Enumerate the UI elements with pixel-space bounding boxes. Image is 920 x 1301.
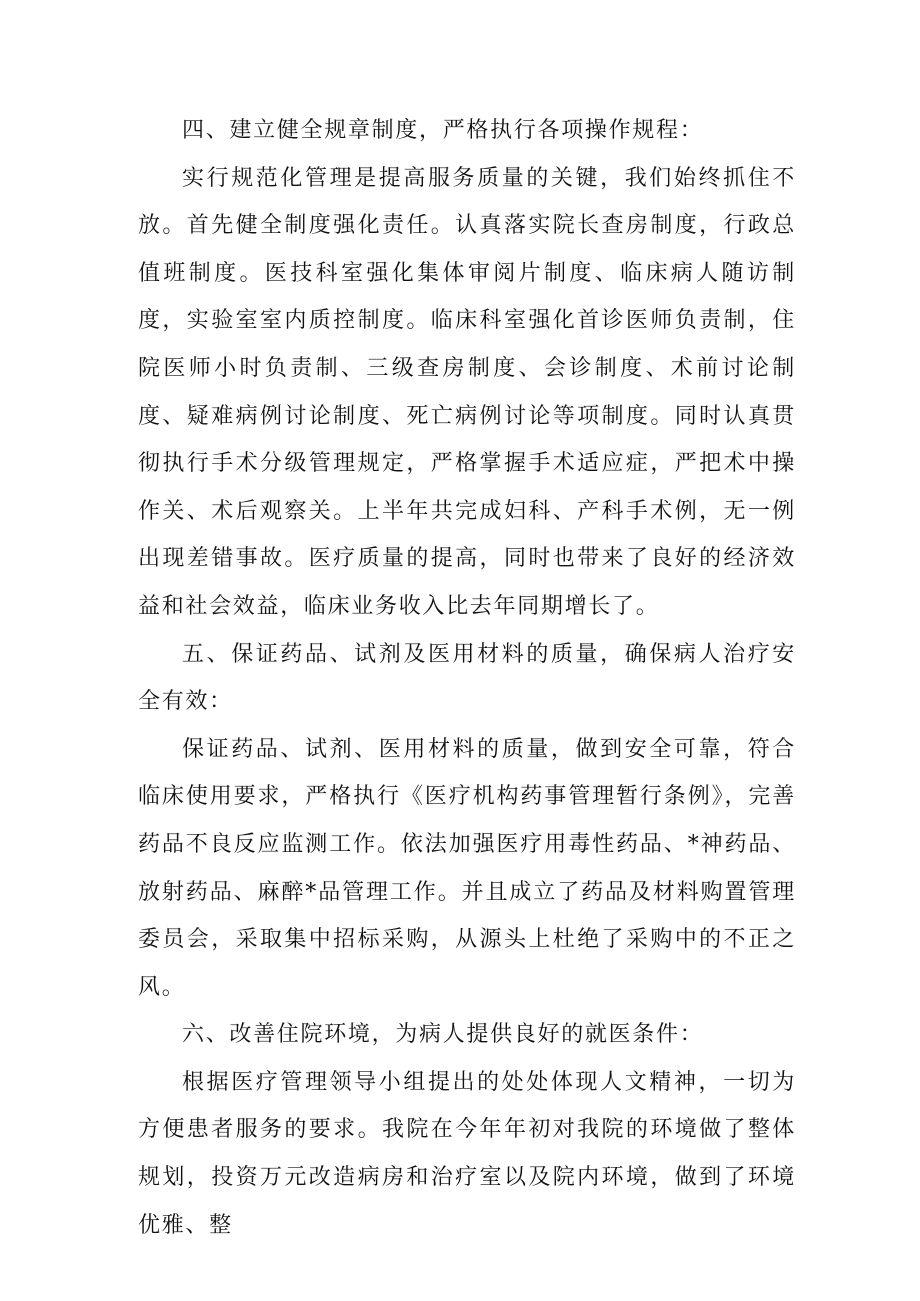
section-heading-5: 五、保证药品、试剂及医用材料的质量，确保病人治疗安全有效： <box>138 641 796 715</box>
document-body <box>138 107 796 1249</box>
section-heading-4: 四、建立健全规章制度，严格执行各项操作规程： <box>182 118 704 143</box>
section-paragraph-5: 保证药品、试剂、医用材料的质量，做到安全可靠，符合临床使用要求，严格执行《医疗机构药事管理暂行条例》，完善药品不良反应监测工作。依法加强医疗用毒性药品、*神药品、放射药品、麻醉*品管理工作。并且成立了药品及材料购置管理委员会，采取集中招标采购，从源头上杜绝了采购中的不正之风。 <box>138 736 796 1000</box>
section-paragraph-4: 实行规范化管理是提高服务质量的关键，我们始终抓住不放。首先健全制度强化责任。认真落实院长查房制度，行政总值班制度。医技科室强化集体审阅片制度、临床病人随访制度，实验室室内质控制度。临床科室强化首诊医师负责制，住院医师小时负责制、三级查房制度、会诊制度、术前讨论制度、疑难病例讨论制度、死亡病例讨论等项制度。同时认真贯彻执行手术分级管理规定，严格掌握手术适应症，严把术中操作关、术后观察关。上半年共完成妇科、产科手术例，无一例出现差错事故。医疗质量的提高，同时也带来了良好的经济效益和社会效益，临床业务收入比去年同期增长了。 <box>138 165 796 619</box>
section-paragraph-6: 根据医疗管理领导小组提出的处处体现人文精神，一切为方便患者服务的要求。我院在今年年初对我院的环境做了整体规划，投资万元改造病房和治疗室以及院内环境，做到了环境优雅、整 <box>138 1069 796 1238</box>
section-heading-6: 六、改善住院环境，为病人提供良好的就医条件： <box>182 1022 704 1048</box>
